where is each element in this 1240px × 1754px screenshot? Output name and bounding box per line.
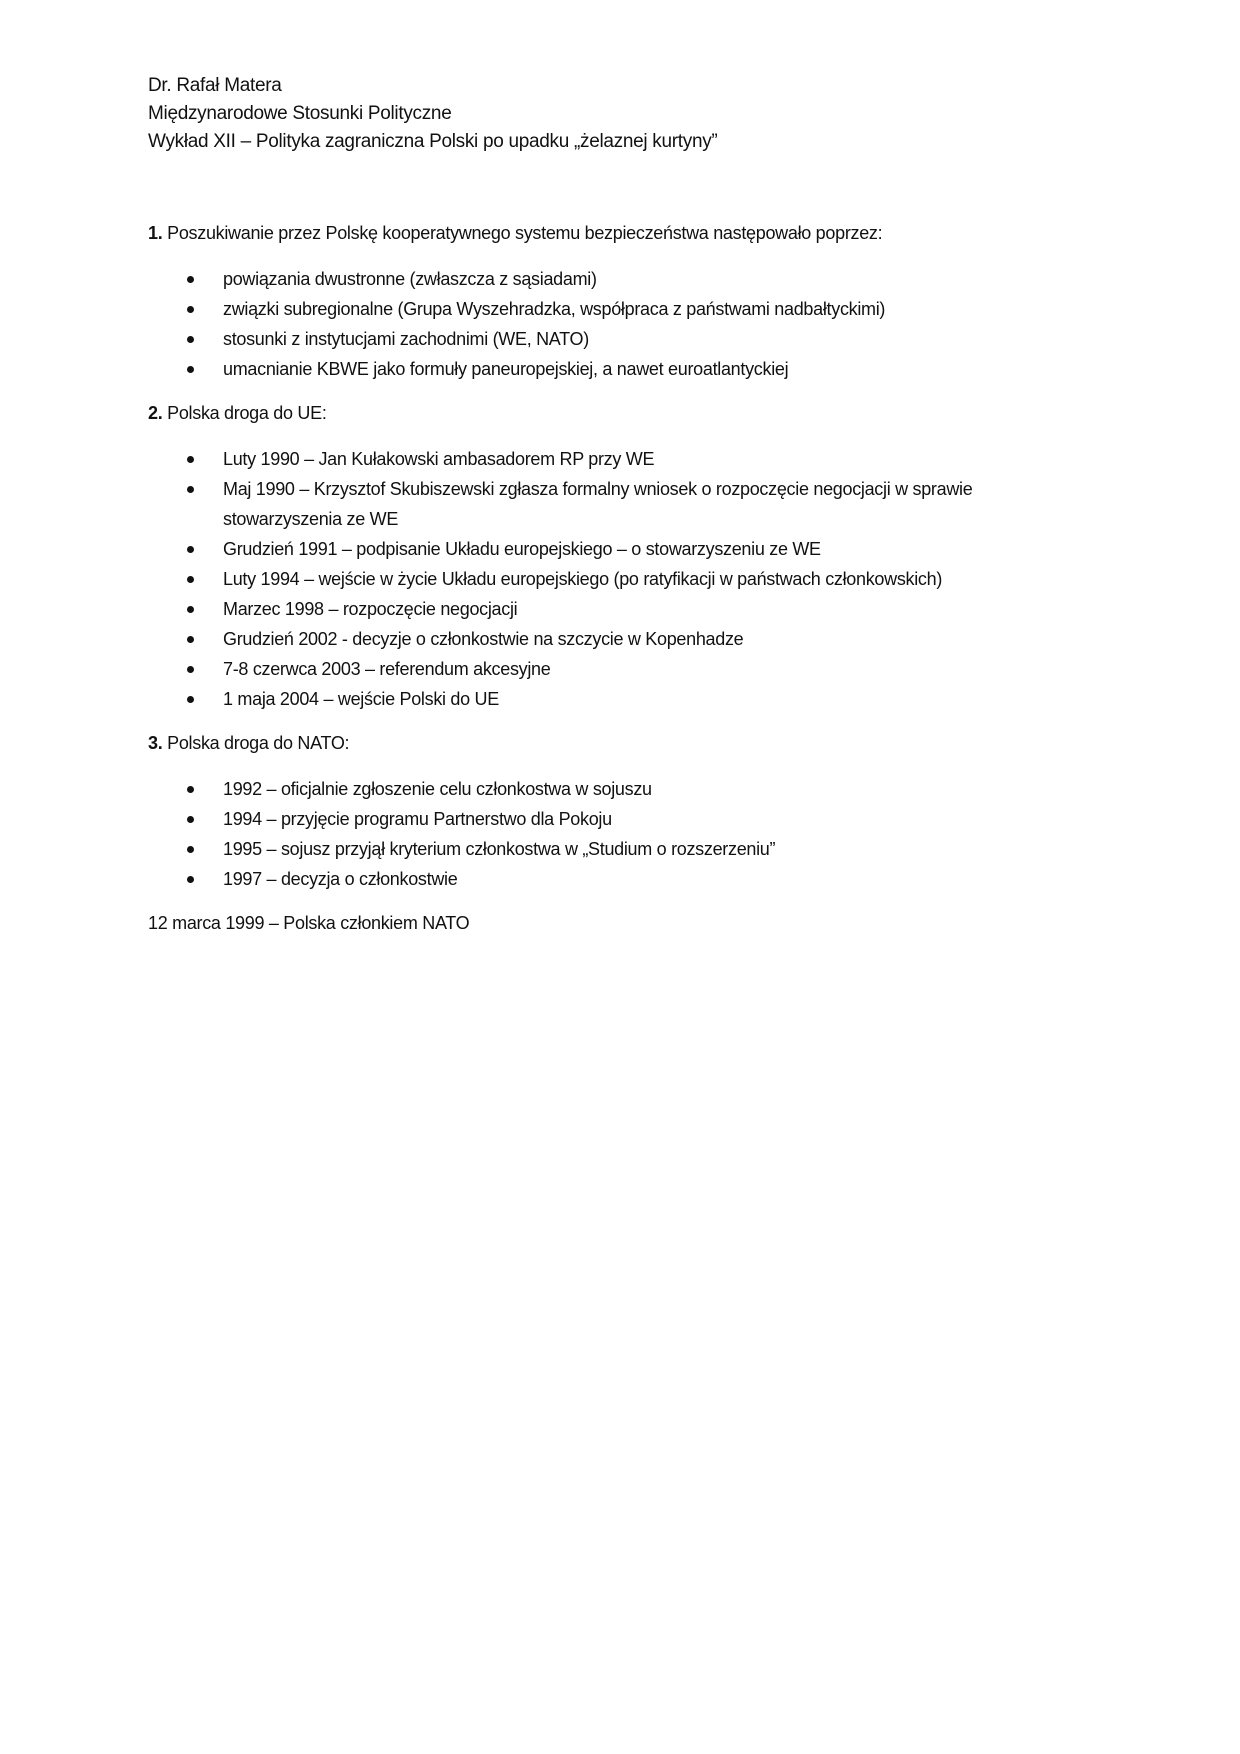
bullet-icon <box>187 876 194 883</box>
list-item <box>148 594 1008 624</box>
section-title <box>148 218 1008 248</box>
bullet-list <box>148 774 1008 894</box>
bullet-list <box>148 444 1008 714</box>
list-item-text: związki subregionalne (Grupa Wyszehradzka, współpraca z państwami nadbałtyckimi) <box>223 299 886 319</box>
bullet-icon <box>187 306 194 313</box>
bullet-icon <box>187 636 194 643</box>
section-number: 2. <box>148 403 163 423</box>
list-item <box>148 804 1008 834</box>
list-item <box>148 264 1008 294</box>
list-item <box>148 294 1008 324</box>
list-item-text: 1994 – przyjęcie programu Partnerstwo dla Pokoju <box>223 809 612 829</box>
bullet-icon <box>187 576 194 583</box>
list-item-text: powiązania dwustronne (zwłaszcza z sąsiadami) <box>223 269 597 289</box>
list-item <box>148 654 1008 684</box>
section-title-text: Poszukiwanie przez Polskę kooperatywnego systemu bezpieczeństwa następowało poprzez: <box>162 223 883 243</box>
list-item-text: 1995 – sojusz przyjął kryterium członkostwa w „Studium o rozszerzeniu” <box>223 839 776 859</box>
bullet-icon <box>187 486 194 493</box>
bullet-icon <box>187 786 194 793</box>
section-security <box>148 218 1008 384</box>
list-item <box>148 864 1008 894</box>
section-title-text: Polska droga do UE: <box>162 403 327 423</box>
list-item-text: 1997 – decyzja o członkostwie <box>223 869 458 889</box>
list-item <box>148 444 1008 474</box>
bullet-icon <box>187 666 194 673</box>
bullet-icon <box>187 846 194 853</box>
list-item <box>148 564 1008 594</box>
section-number: 3. <box>148 733 163 753</box>
list-item <box>148 474 1008 534</box>
list-item-text: 7-8 czerwca 2003 – referendum akcesyjne <box>223 659 551 679</box>
section-title-text: Polska droga do NATO: <box>162 733 350 753</box>
section-number: 1. <box>148 223 163 243</box>
bullet-icon <box>187 696 194 703</box>
bullet-icon <box>187 276 194 283</box>
list-item-text: 1 maja 2004 – wejście Polski do UE <box>223 689 499 709</box>
section-title <box>148 728 1008 758</box>
list-item <box>148 774 1008 804</box>
list-item-text: Marzec 1998 – rozpoczęcie negocjacji <box>223 599 518 619</box>
list-item-text: stosunki z instytucjami zachodnimi (WE, NATO) <box>223 329 589 349</box>
course-line: Międzynarodowe Stosunki Polityczne <box>148 103 452 124</box>
list-item-text: 1992 – oficjalnie zgłoszenie celu członkostwa w sojuszu <box>223 779 652 799</box>
list-item <box>148 354 1008 384</box>
list-item <box>148 534 1008 564</box>
bullet-icon <box>187 366 194 373</box>
bullet-icon <box>187 336 194 343</box>
list-item-text: Luty 1990 – Jan Kułakowski ambasadorem RP przy WE <box>223 449 655 469</box>
list-item-text: Luty 1994 – wejście w życie Układu europejskiego (po ratyfikacji w państwach członkowskich) <box>223 569 943 589</box>
list-item-text: Maj 1990 – Krzysztof Skubiszewski zgłasza formalny wniosek o rozpoczęcie negocjacji w sprawie stowarzyszenia ze WE <box>223 479 973 529</box>
bullet-icon <box>187 816 194 823</box>
bullet-icon <box>187 606 194 613</box>
bullet-list <box>148 264 1008 384</box>
section-eu <box>148 398 1008 714</box>
bullet-icon <box>187 546 194 553</box>
bullet-icon <box>187 456 194 463</box>
list-item-text: Grudzień 1991 – podpisanie Układu europejskiego – o stowarzyszeniu ze WE <box>223 539 821 559</box>
list-item-text: umacnianie KBWE jako formuły paneuropejskiej, a nawet euroatlantyckiej <box>223 359 789 379</box>
lecture-title: Wykład XII – Polityka zagraniczna Polski po upadku „żelaznej kurtyny” <box>148 131 718 152</box>
list-item <box>148 624 1008 654</box>
list-item <box>148 834 1008 864</box>
list-item-text: Grudzień 2002 - decyzje o członkostwie na szczycie w Kopenhadze <box>223 629 744 649</box>
author-line: Dr. Rafał Matera <box>148 75 282 96</box>
document-content <box>148 72 1008 938</box>
nato-membership-line: 12 marca 1999 – Polska członkiem NATO <box>148 913 470 933</box>
list-item <box>148 684 1008 714</box>
section-title <box>148 398 1008 428</box>
list-item <box>148 324 1008 354</box>
section-nato <box>148 728 1008 894</box>
